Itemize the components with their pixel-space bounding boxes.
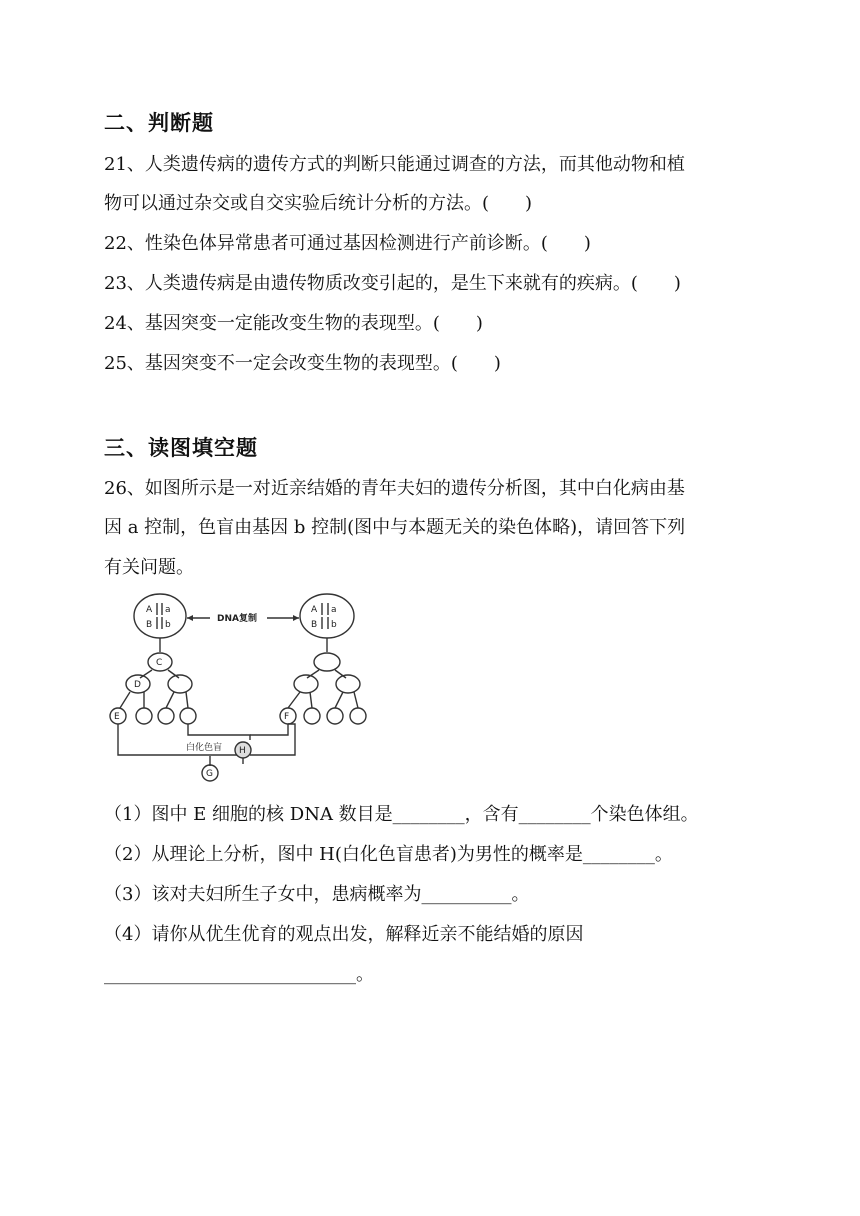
section-title-diagram: 三、读图填空题 (104, 436, 258, 460)
right-gene-b: b (331, 620, 337, 630)
label-h: H (239, 746, 246, 756)
question-26-sub-2: （2）从理论上分析，图中 H(白化色盲患者)为男性的概率是________。 (104, 844, 673, 865)
question-26-sub-1: （1）图中 E 细胞的核 DNA 数目是________，含有________个染色体组。 (104, 804, 699, 825)
question-25: 25、基因突变不一定会改变生物的表现型。( ) (104, 353, 501, 374)
question-24: 24、基因突变一定能改变生物的表现型。( ) (104, 313, 483, 334)
question-26-sub-3: （3）该对夫妇所生子女中，患病概率为__________。 (104, 884, 530, 905)
question-26-sub-4-line-2: ____________________________。 (104, 964, 374, 985)
section-title-judgment: 二、判断题 (104, 111, 214, 135)
gamete-6 (304, 708, 320, 724)
label-c: C (156, 658, 163, 668)
genetic-analysis-diagram (100, 590, 380, 790)
question-26-sub-4-line-1: （4）请你从优生优育的观点出发，解释近亲不能结婚的原因 (104, 924, 584, 945)
right-gene-A: A (311, 605, 318, 615)
label-d: D (134, 680, 141, 690)
label-f: F (284, 712, 290, 722)
label-e: E (114, 712, 120, 722)
question-23: 23、人类遗传病是由遗传物质改变引起的，是生下来就有的疾病。( ) (104, 273, 681, 294)
gamete-8 (350, 708, 366, 724)
left-parent-cell (134, 594, 186, 638)
gamete-3 (158, 708, 174, 724)
left-gene-B: B (146, 620, 153, 630)
right-level2-cell-b (336, 675, 360, 693)
right-gene-B: B (311, 620, 318, 630)
question-26-line-1: 26、如图所示是一对近亲结婚的青年夫妇的遗传分析图，其中白化病由基 (104, 478, 685, 499)
right-level1-cell (314, 653, 340, 671)
right-level2-cell-a (294, 675, 318, 693)
left-gene-b: b (165, 620, 171, 630)
left-level2-cell (168, 675, 192, 693)
dna-replication-label: DNA复制 (217, 614, 257, 624)
gamete-7 (327, 708, 343, 724)
left-gene-A: A (146, 605, 153, 615)
question-21-line-2: 物可以通过杂交或自交实验后统计分析的方法。( ) (104, 193, 533, 214)
question-26-line-3: 有关问题。 (104, 557, 194, 578)
question-22: 22、性染色体异常患者可通过基因检测进行产前诊断。( ) (104, 233, 591, 254)
label-h-description: 白化色盲 (186, 743, 223, 753)
question-21-line-1: 21、人类遗传病的遗传方式的判断只能通过调查的方法，而其他动物和植 (104, 154, 685, 175)
right-gene-a: a (331, 605, 337, 615)
left-gene-a: a (165, 605, 171, 615)
right-parent-cell (300, 594, 354, 638)
question-26-line-2: 因 a 控制，色盲由基因 b 控制(图中与本题无关的染色体略)，请回答下列 (104, 517, 686, 538)
label-g: G (206, 769, 213, 779)
gamete-4 (180, 708, 196, 724)
gamete-2 (136, 708, 152, 724)
